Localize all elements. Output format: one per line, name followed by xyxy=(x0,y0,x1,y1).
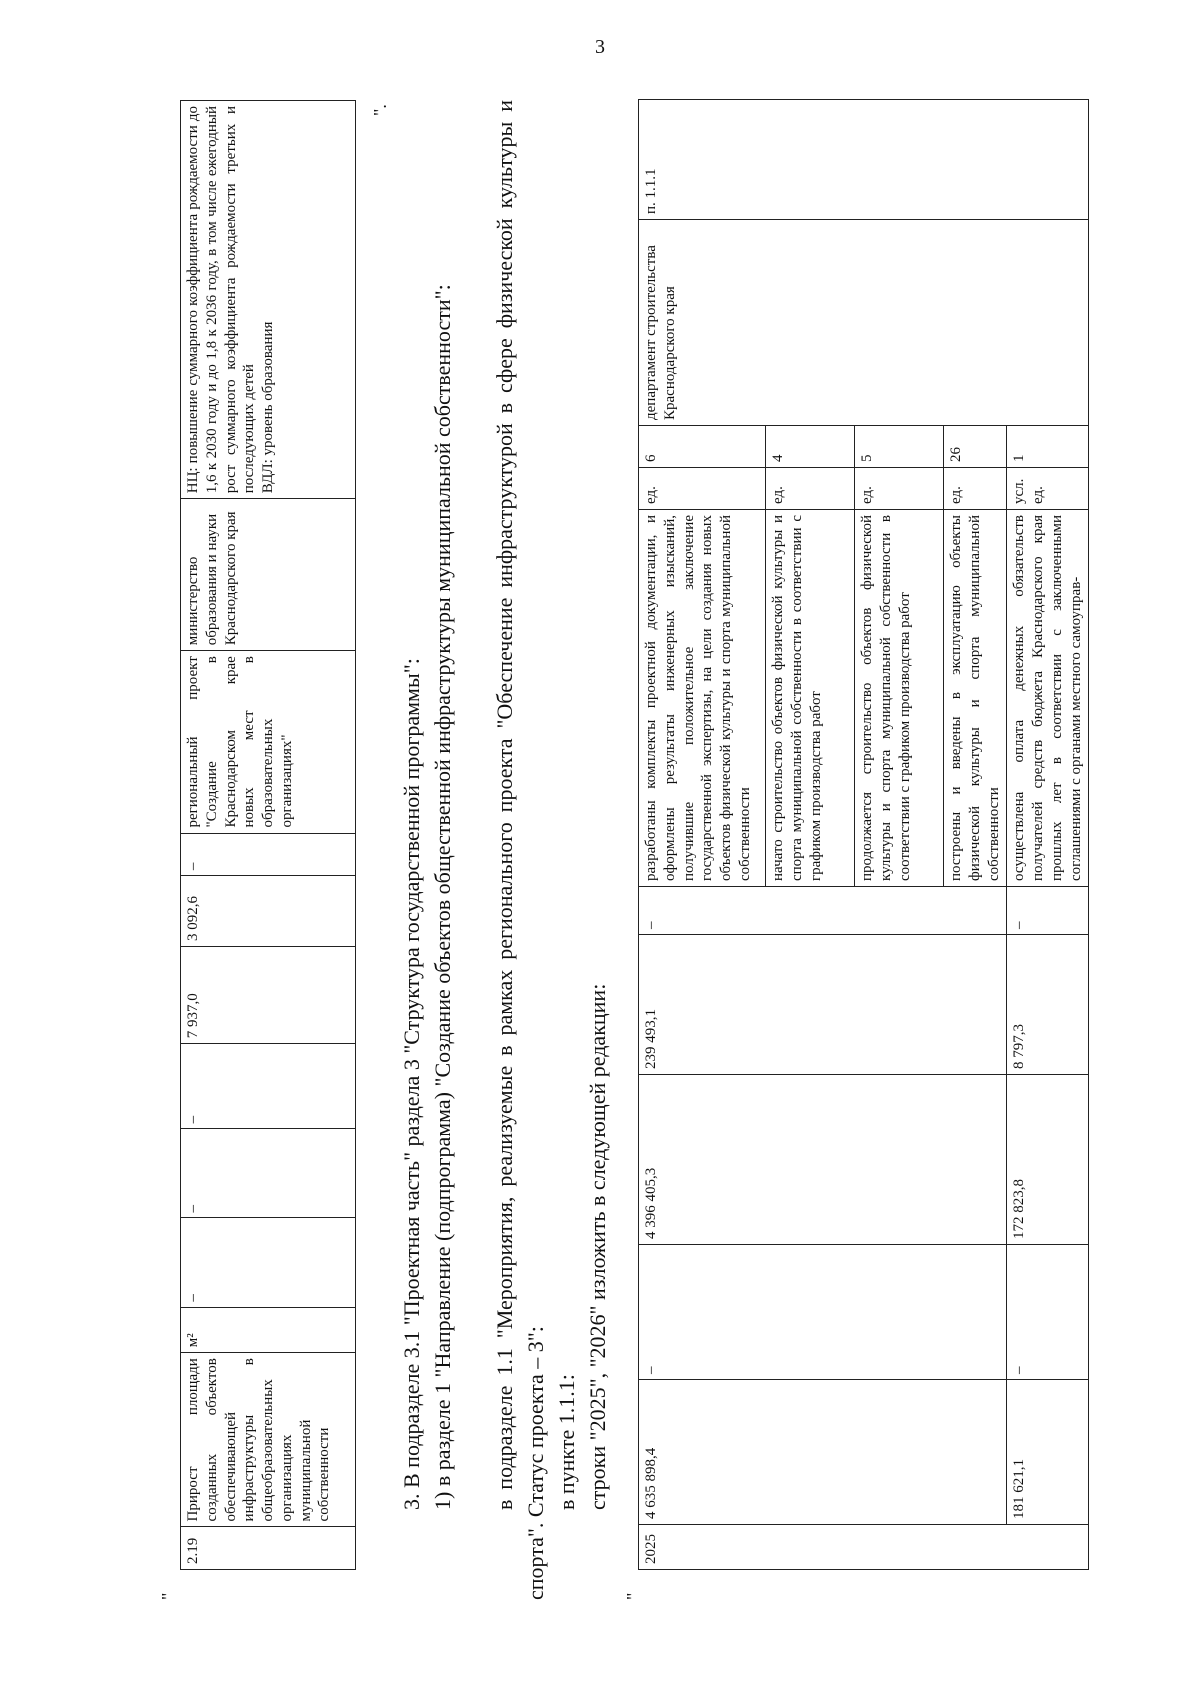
close-quote-1: ". xyxy=(370,104,390,116)
value-cell: 3 092,6 xyxy=(181,876,356,947)
paragraph-5: строки "2025", "2026" изложить в следующей редакции: xyxy=(585,983,610,1510)
result-text: начато строительство объектов физической культуры и спорта муниципальной собственности в соответствии с графиком производства работ xyxy=(766,510,855,887)
result-unit: усл. ед. xyxy=(1007,468,1089,510)
responsible-cell: министерство образования и науки Краснодарского края xyxy=(181,499,356,651)
result-text: продолжается строительство объектов физической культуры и спорта муниципальной собственности в соответствии с графиком производства работ xyxy=(855,510,944,887)
indicator-name: Прирост площади созданных объектов обеспечивающей инфраструктуры в общеобразовательных организациях муниципальной собственности xyxy=(181,1353,356,1527)
unit-cell: м² xyxy=(181,1307,356,1353)
goals-cell: НЦ: повышение суммарного коэффициента рождаемости до 1,6 к 2030 году и до 1,8 к 2036 году, в том числе ежегодный рост суммарного коэффициента рождаемости третьих и последующих детей ВДЛ: уровень образования xyxy=(181,101,356,499)
result-unit: ед. xyxy=(855,468,944,510)
result-unit: ед. xyxy=(766,468,855,510)
result-value: 26 xyxy=(944,426,1007,468)
rotated-content xyxy=(118,100,1084,1600)
regional-cell: 172 823,8 xyxy=(1007,1075,1089,1245)
municipal-cell: 8 797,3 xyxy=(1007,935,1089,1075)
paragraph-1: 3. В подразделе 3.1 "Проектная часть" раздела 3 "Структура государственной программы": xyxy=(399,658,424,1510)
page-number: 3 xyxy=(595,36,605,58)
value-cell: – xyxy=(181,1218,356,1307)
federal-cell: – xyxy=(1007,1245,1089,1380)
other-cell: – xyxy=(1007,887,1089,935)
result-text: разработаны комплекты проектной документации, и оформлены результаты инженерных изысканий, получившие положительное заключение государственной экспертизы, на цели создания новых объектов физической культуры и спорта муниципальной собственности xyxy=(639,510,766,887)
table-row xyxy=(639,100,766,1570)
result-unit: ед. xyxy=(639,468,766,510)
value-cell: – xyxy=(181,1044,356,1129)
value-cell: – xyxy=(181,833,356,876)
other-cell: – xyxy=(639,887,1007,935)
result-value: 6 xyxy=(639,426,766,468)
table-row xyxy=(181,101,356,1570)
paragraph-2: 1) в разделе 1 "Направление (подпрограмма) "Создание объектов общественной инфраструктуры муниципальной собственности": xyxy=(430,284,455,1510)
total-cell: 4 635 898,4 xyxy=(639,1380,1007,1525)
result-unit: ед. xyxy=(944,468,1007,510)
total-cell: 181 621,1 xyxy=(1007,1380,1089,1525)
value-cell: – xyxy=(181,1129,356,1218)
table-indicators xyxy=(180,100,356,1570)
regional-cell: 4 396 405,3 xyxy=(639,1075,1007,1245)
open-quote-1: " xyxy=(158,1592,178,1600)
year-cell: 2025 xyxy=(639,1525,1089,1570)
result-text: осуществлена оплата денежных обязательств получателей средств бюджета Краснодарского края прошлых лет в соответствии с заключенными соглашениями с органами местного самоуправ- xyxy=(1007,510,1089,887)
result-value: 4 xyxy=(766,426,855,468)
result-value: 5 xyxy=(855,426,944,468)
responsible-cell: департамент строительства Краснодарского края xyxy=(639,220,1089,426)
result-value: 1 xyxy=(1007,426,1089,468)
open-quote-2: " xyxy=(623,1592,643,1600)
paragraph-4: в пункте 1.1.1: xyxy=(554,1374,579,1510)
paragraph-3: в подразделе 1.1 "Мероприятия, реализуемые в рамках регионального проекта "Обеспечение инфраструктурой в сфере физической культуры и спорта". Статус проекта – 3": xyxy=(492,100,549,1600)
row-number: 2.19 xyxy=(181,1527,356,1570)
project-cell: региональный проект "Создание в Краснодарском крае новых мест в образовательных организациях" xyxy=(181,651,356,833)
federal-cell: – xyxy=(639,1245,1007,1380)
result-text: построены и введены в эксплуатацию объекты физической культуры и спорта муниципальной собственности xyxy=(944,510,1007,887)
reference-cell: п. 1.1.1 xyxy=(639,100,1089,220)
value-cell: 7 937,0 xyxy=(181,947,356,1044)
municipal-cell: 239 493,1 xyxy=(639,935,1007,1075)
table-activities xyxy=(638,99,1089,1570)
